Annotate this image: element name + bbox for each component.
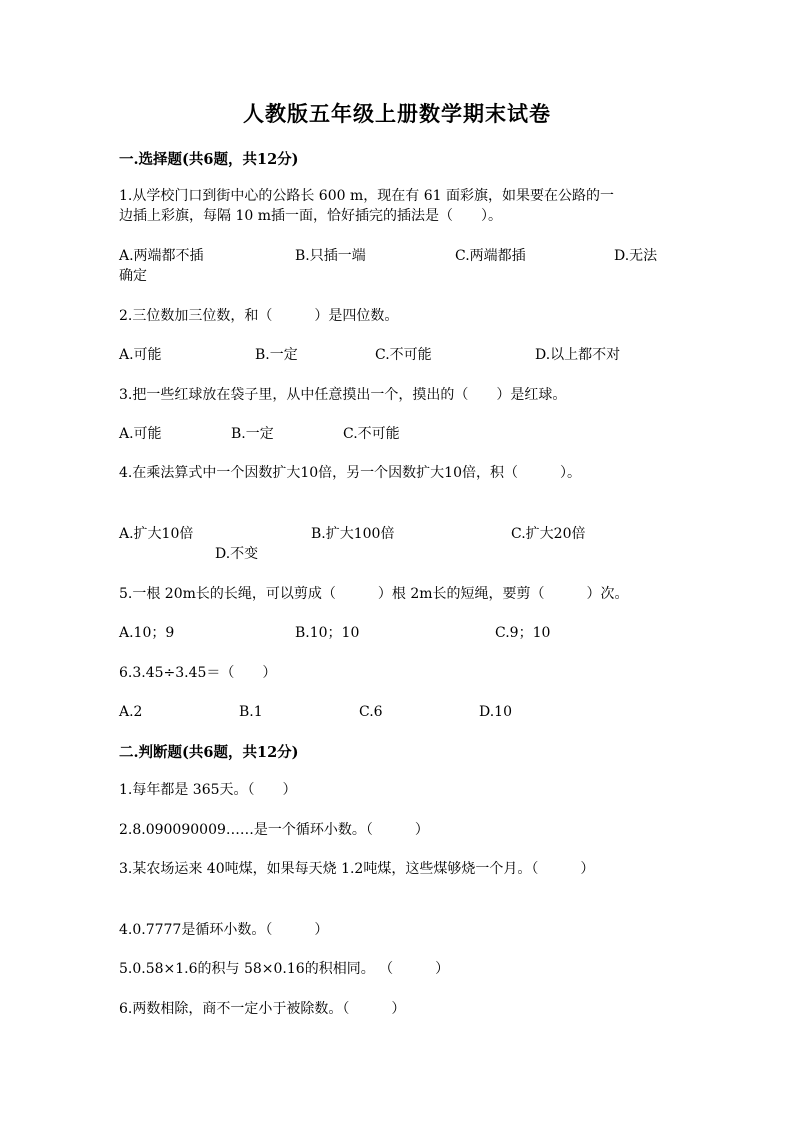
option-c: C.6 [359,704,383,720]
judgement-item: 2.8.090090009……是一个循环小数。（ ） [119,822,429,838]
option-b: B.一定 [231,426,274,442]
option-c: C.9；10 [495,625,551,641]
option-c: C.扩大20倍 [511,526,586,542]
judgement-item: 3.某农场运来 40吨煤，如果每天烧 1.2吨煤，这些煤够烧一个月。（ ） [119,861,595,877]
option-b: B.1 [239,704,263,720]
option-b: B.10；10 [295,625,360,641]
option-a: A.扩大10倍 [119,526,194,542]
option-c: C.两端都插 [455,248,526,264]
page-title: 人教版五年级上册数学期末试卷 [243,101,551,126]
question-text [119,186,679,226]
section-heading-choice: 一.选择题(共6题，共12分) [119,151,299,168]
option-b: B.只插一端 [295,248,366,264]
question-line: 1.从学校门口到街中心的公路长 600 m，现在有 61 面彩旗，如果要在公路的一 [119,188,614,204]
option-c: C.不可能 [375,347,432,363]
question-text: 5.一根 20m长的长绳，可以剪成（ ）根 2m长的短绳，要剪（ ）次。 [119,586,629,602]
option-d: D.10 [479,704,512,720]
section-heading-judgement: 二.判断题(共6题，共12分) [119,744,299,761]
question-text: 3.把一些红球放在袋子里，从中任意摸出一个，摸出的（ ）是红球。 [119,387,567,403]
question-text: 2.三位数加三位数，和（ ）是四位数。 [119,308,399,324]
option-a: A.两端都不插 [119,248,204,264]
judgement-item: 4.0.7777是循环小数。（ ） [119,922,329,938]
option-d: D.不变 [215,546,259,562]
option-b: B.扩大100倍 [311,526,395,542]
question-text: 6.3.45÷3.45＝（ ） [119,665,277,681]
option-a: A.可能 [119,347,162,363]
option-d: D.以上都不对 [535,347,621,363]
judgement-item: 6.两数相除，商不一定小于被除数。（ ） [119,1001,406,1017]
option-a: A.可能 [119,426,162,442]
question-line: 边插上彩旗，每隔 10 m插一面，恰好插完的插法是（ ）。 [119,208,502,224]
option-a: A.2 [119,704,143,720]
question-text: 4.在乘法算式中一个因数扩大10倍，另一个因数扩大10倍，积（ ）。 [119,465,581,481]
option-a: A.10；9 [119,625,175,641]
option-d-continued: 确定 [119,268,147,284]
judgement-item: 5.0.58×1.6的积与 58×0.16的积相同。 （ ） [119,961,450,977]
option-c: C.不可能 [343,426,400,442]
judgement-item: 1.每年都是 365天。（ ） [119,782,297,798]
option-d: D.无法 [614,248,658,264]
option-b: B.一定 [255,347,298,363]
